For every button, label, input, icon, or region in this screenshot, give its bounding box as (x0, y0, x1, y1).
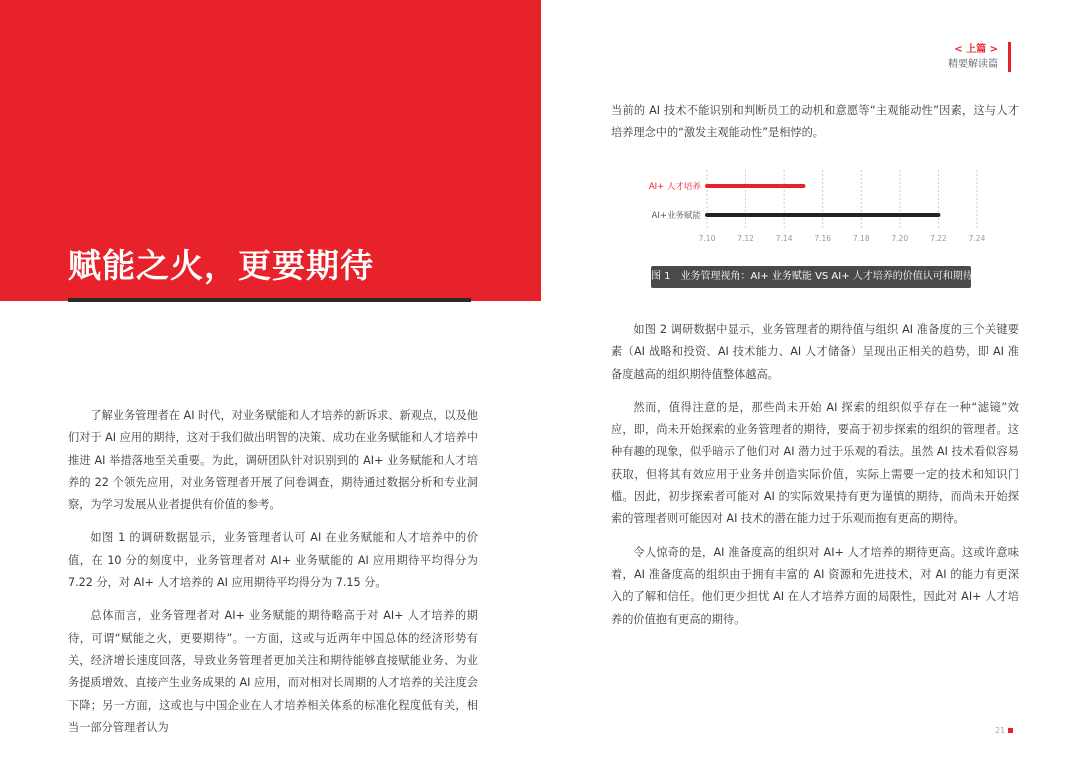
bar-chart (620, 168, 1000, 260)
page-title: 赋能之火，更要期待 (68, 246, 374, 285)
left-column (68, 405, 478, 750)
x-tick-label: 7.22 (930, 234, 947, 243)
section-label: 精要解读篇 (948, 59, 998, 70)
paragraph: 如图 2 调研数据中显示，业务管理者的期待值与组织 AI 准备度的三个关键要素（AI 战略和投资、AI 技术能力、AI 人才储备）呈现出正相关的趋势，即 AI 准备度越高的组织期待值整体越高。 (611, 323, 1019, 381)
right-column-top (611, 100, 1019, 156)
header-accent-bar (1008, 42, 1011, 72)
right-column-bottom (611, 319, 1019, 642)
paragraph: 当前的 AI 技术不能识别和判断员工的动机和意愿等“主观能动性”因素，这与人才培养理念中的“激发主观能动性”是相悖的。 (611, 104, 1019, 140)
x-tick-label: 7.14 (775, 234, 793, 243)
figure-1-chart (620, 168, 1000, 260)
paragraph: 总体而言，业务管理者对 AI+ 业务赋能的期待略高于对 AI+ 人才培养的期待，可谓“赋能之火，更要期待”。一方面，这或与近两年中国总体的经济形势有关，经济增长速度回落，导致业务管理者更加关注和期待能够直接赋能业务、为业务提质增效、直接产生业务成果的 AI 应用，而对相对长周期的人才培养的关注度会下降；另一方面，这或也与中国企业在人才培养相关体系的标准化程度低有关，相当一部分管理者认为 (68, 609, 478, 734)
paragraph: 然而，值得注意的是，那些尚未开始 AI 探索的组织似乎存在一种“滤镜”效应，即，尚未开始探索的业务管理者的期待，要高于初步探索的组织的管理者。这种有趣的现象，似乎暗示了他们对 AI 潜力过于乐观的看法。虽然 AI 技术看似容易获取，但将其有效应用于业务并创造实际价值，实际上需要一定的技术和知识门槛。因此，初步探索者可能对 AI 的实际效果持有更为谨慎的期待，而尚未开始探索的管理者则可能因对 AI 技术的潜在能力过于乐观而抱有更高的期待。 (611, 400, 1019, 526)
title-underline (68, 298, 471, 302)
paragraph: 令人惊奇的是，AI 准备度高的组织对 AI+ 人才培养的期待更高。这或许意味着，AI 准备度高的组织由于拥有丰富的 AI 资源和先进技术，对 AI 的能力有更深入的了解和信任。他们更少担忧 AI 在人才培养方面的局限性，因此对 AI+ 人才培养的价值抱有更高的期待。 (611, 545, 1019, 626)
paragraph: 了解业务管理者在 AI 时代，对业务赋能和人才培养的新诉求、新观点，以及他们对于 AI 应用的期待，这对于我们做出明智的决策、成功在业务赋能和人才培养中推进 AI 举措落地至关重要。为此，调研团队针对识别到的 AI+ 业务赋能和人才培养的 22 个领先应用，对业务管理者开展了问卷调查，期待通过数据分析和专业洞察，为学习发展从业者提供有价值的参考。 (68, 409, 478, 512)
section-header (948, 42, 998, 72)
x-tick-label: 7.18 (852, 234, 870, 243)
category-label: AI+ 人才培养 (648, 182, 701, 192)
page-number: 21 (995, 726, 1006, 735)
page-marker (1008, 728, 1013, 733)
x-tick-label: 7.10 (698, 234, 716, 243)
x-tick-label: 7.24 (968, 234, 986, 243)
x-tick-label: 7.20 (891, 234, 909, 243)
category-label: AI+业务赋能 (651, 211, 701, 221)
figure-caption: 图 1 业务管理视角：AI+ 业务赋能 VS AI+ 人才培养的价值认可和期待 (651, 266, 971, 288)
x-tick-label: 7.16 (814, 234, 832, 243)
paragraph: 如图 1 的调研数据显示，业务管理者认可 AI 在业务赋能和人才培养中的价值，在 10 分的刻度中，业务管理者对 AI+ 业务赋能的 AI 应用期待平均得分为 7.22 分，对 AI+ 人才培养的 AI 应用期待平均得分为 7.15 分。 (68, 531, 478, 590)
x-tick-label: 7.12 (737, 234, 754, 243)
part-label: < 上篇 > (954, 44, 998, 55)
